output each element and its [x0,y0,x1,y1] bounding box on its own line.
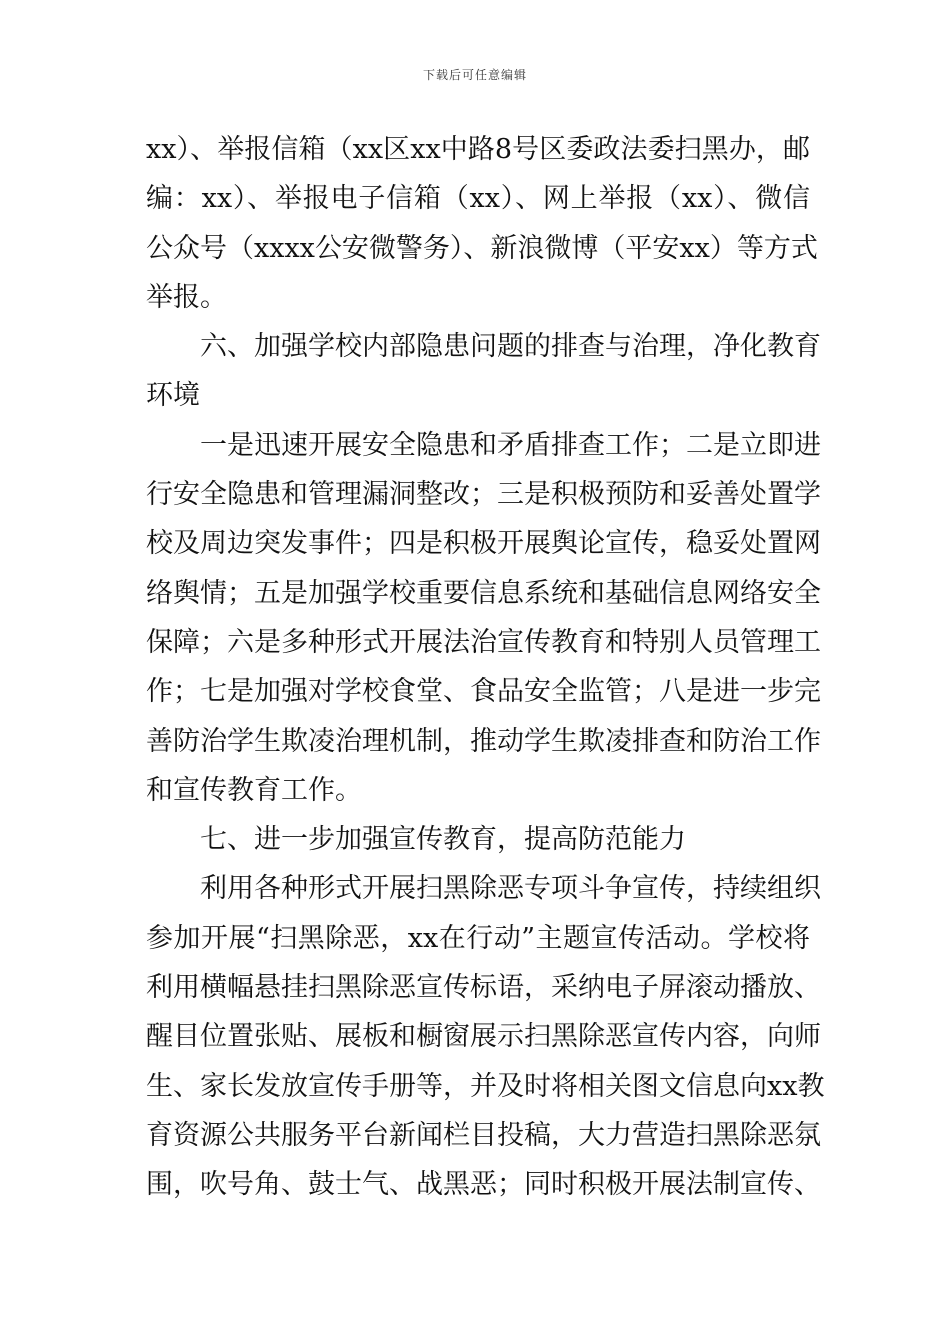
text-line: 作；七是加强对学校食堂、食品安全监管；八是进一步完 [146,676,821,708]
text-line: 保障；六是多种形式开展法治宣传教育和特别人员管理工 [146,626,821,658]
text-line: 参加开展“扫黑除恶，xx在行动”主题宣传活动。学校将 [146,922,810,954]
paragraph-report-channels [146,125,818,322]
text-line: 醒目位置张贴、展板和橱窗展示扫黑除恶宣传内容，向师 [146,1021,821,1053]
text-line: 行安全隐患和管理漏洞整改；三是积极预防和妥善处置学 [146,479,821,511]
section-heading-seven [146,815,810,864]
text-line: xx）、举报信箱（xx区xx中路8号区委政法委扫黑办，邮 [146,134,810,165]
text-line: 围，吹号角、鼓士气、战黑恶；同时积极开展法制宣传、 [146,1169,821,1201]
paragraph-publicity [146,864,825,1209]
text-line: 校及周边突发事件；四是积极开展舆论宣传，稳妥处置网 [146,528,821,560]
text-line: 利用各种形式开展扫黑除恶专项斗争宣传，持续组织 [200,873,821,905]
text-line: 六、加强学校内部隐患问题的排查与治理，净化教育 [200,331,821,363]
text-line: 善防治学生欺凌治理机制，推动学生欺凌排查和防治工作 [146,725,821,757]
text-line: 和宣传教育工作。 [146,774,362,806]
text-line: 举报。 [146,281,227,313]
text-line: 络舆情；五是加强学校重要信息系统和基础信息网络安全 [146,577,821,609]
text-line: 七、进一步加强宣传教育，提高防范能力 [200,824,686,856]
header-note: 下载后可任意编辑 [422,68,527,82]
text-line: 利用横幅悬挂扫黑除恶宣传标语，采纳电子屏滚动播放、 [146,972,821,1004]
document-body [146,125,825,1210]
section-heading-six [146,322,821,421]
text-line: 一是迅速开展安全隐患和矛盾排查工作；二是立即进 [200,429,821,461]
text-line: 生、家长发放宣传手册等，并及时将相关图文信息向xx教 [146,1070,825,1102]
text-line: 环境 [146,380,200,412]
text-line: 育资源公共服务平台新闻栏目投稿，大力营造扫黑除恶氛 [146,1119,821,1151]
paragraph-measures [146,421,821,815]
text-line: 公众号（xxxx公安微警务）、新浪微博（平安xx）等方式 [146,232,818,264]
text-line: 编：xx）、举报电子信箱（xx）、网上举报（xx）、微信 [146,183,810,215]
